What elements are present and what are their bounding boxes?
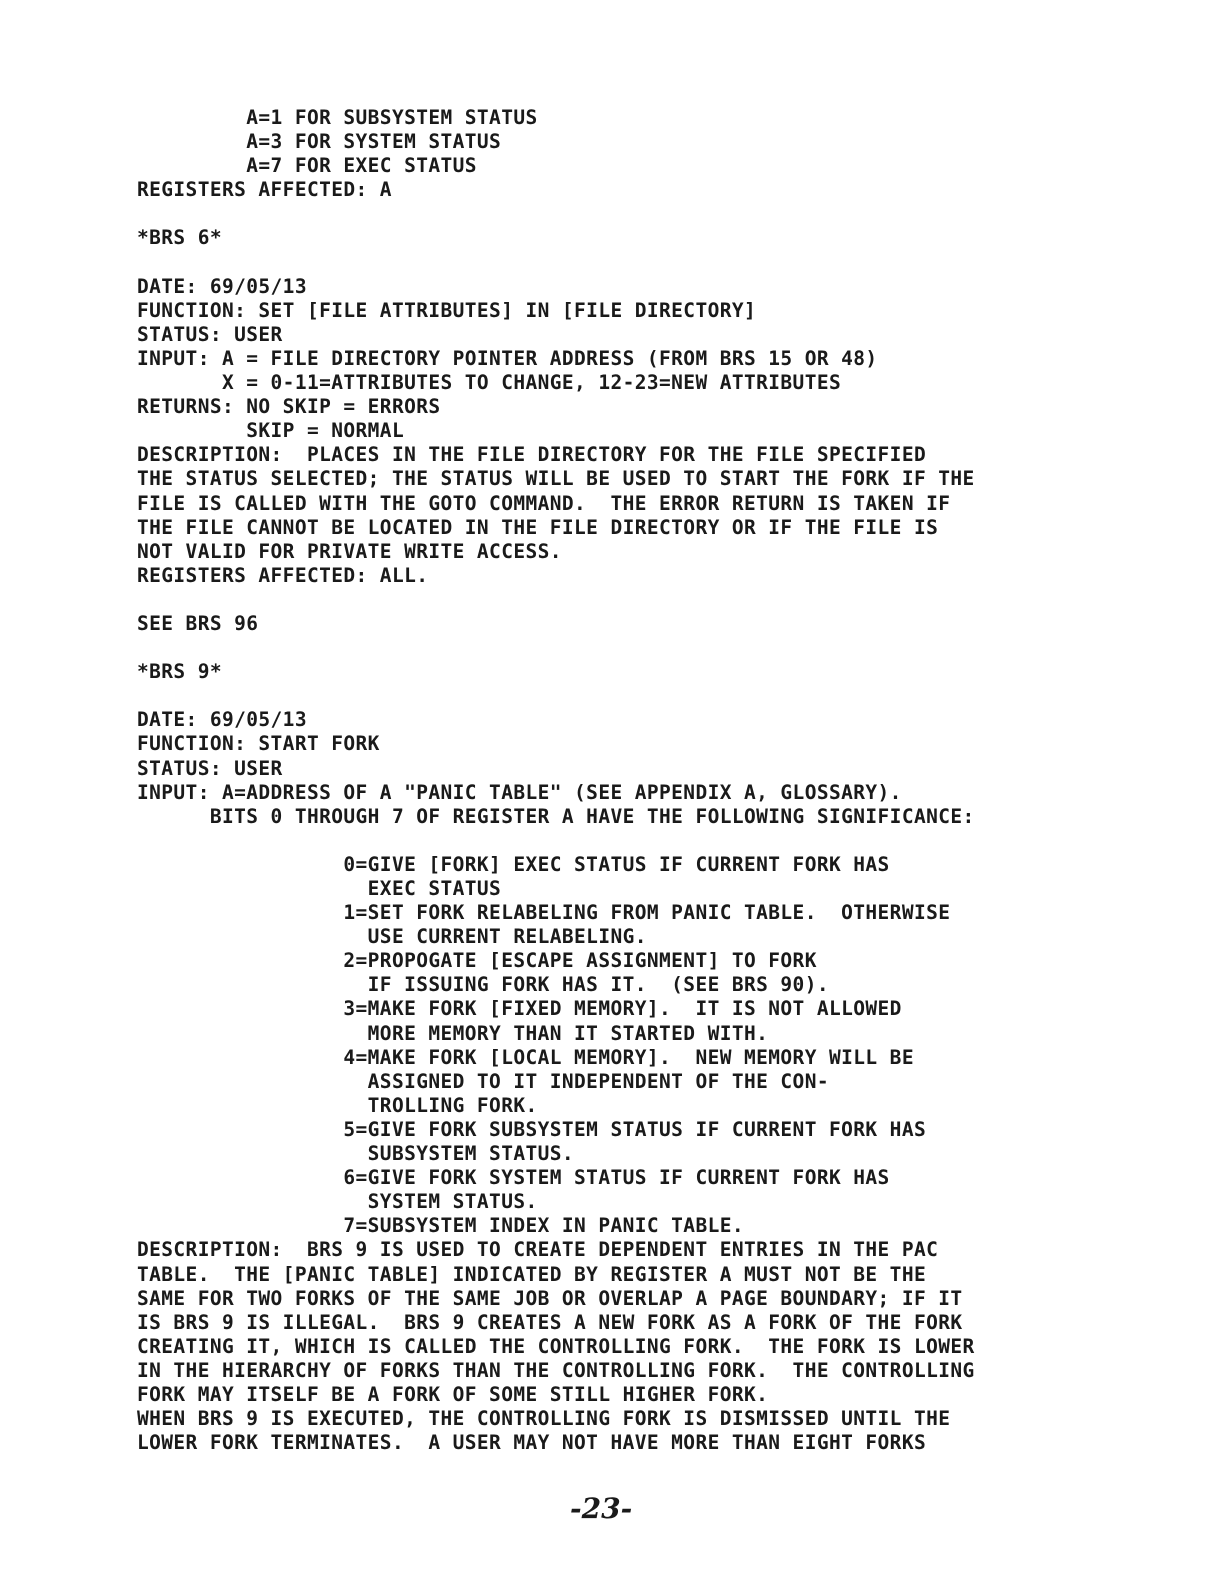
page-number: -23-: [570, 1492, 633, 1525]
text-line: X = 0-11=ATTRIBUTES TO CHANGE, 12-23=NEW ATTRIBUTES: [137, 371, 842, 395]
text-line: FUNCTION: SET [FILE ATTRIBUTES] IN [FILE DIRECTORY]: [137, 298, 757, 322]
text-line: FILE IS CALLED WITH THE GOTO COMMAND. THE ERROR RETURN IS TAKEN IF: [137, 491, 951, 515]
text-line: RETURNS: NO SKIP = ERRORS: [137, 395, 441, 419]
text-line: 4=MAKE FORK [LOCAL MEMORY]. NEW MEMORY WILL BE: [137, 1045, 914, 1069]
text-line: FUNCTION: START FORK: [137, 732, 380, 756]
text-line: A=3 FOR SYSTEM STATUS: [137, 130, 502, 154]
text-line: INPUT: A=ADDRESS OF A "PANIC TABLE" (SEE APPENDIX A, GLOSSARY).: [137, 780, 902, 804]
text-line: CREATING IT, WHICH IS CALLED THE CONTROLLING FORK. THE FORK IS LOWER: [137, 1334, 975, 1358]
text-line: IS BRS 9 IS ILLEGAL. BRS 9 CREATES A NEW FORK AS A FORK OF THE FORK: [137, 1310, 963, 1334]
text-line: ASSIGNED TO IT INDEPENDENT OF THE CON-: [137, 1069, 829, 1093]
text-line: [137, 588, 1207, 612]
text-line: A=7 FOR EXEC STATUS: [137, 154, 477, 178]
text-line: SYSTEM STATUS.: [137, 1190, 538, 1214]
text-line: REGISTERS AFFECTED: ALL.: [137, 563, 429, 587]
text-line: NOT VALID FOR PRIVATE WRITE ACCESS.: [137, 539, 562, 563]
text-line: MORE MEMORY THAN IT STARTED WITH.: [137, 1021, 769, 1045]
text-line: SEE BRS 96: [137, 611, 259, 635]
text-line: SUBSYSTEM STATUS.: [137, 1142, 575, 1166]
text-line: TABLE. THE [PANIC TABLE] INDICATED BY REGISTER A MUST NOT BE THE: [137, 1262, 927, 1286]
text-line: REGISTERS AFFECTED: A: [137, 178, 392, 202]
text-line: [137, 202, 1207, 226]
text-line: 5=GIVE FORK SUBSYSTEM STATUS IF CURRENT FORK HAS: [137, 1117, 927, 1141]
text-line: 3=MAKE FORK [FIXED MEMORY]. IT IS NOT ALLOWED: [137, 997, 902, 1021]
text-line: A=1 FOR SUBSYSTEM STATUS: [137, 106, 538, 129]
text-line: TROLLING FORK.: [137, 1093, 538, 1117]
text-line: 1=SET FORK RELABELING FROM PANIC TABLE. OTHERWISE: [137, 901, 951, 925]
text-line: BITS 0 THROUGH 7 OF REGISTER A HAVE THE FOLLOWING SIGNIFICANCE:: [137, 804, 975, 828]
text-line: DESCRIPTION: BRS 9 IS USED TO CREATE DEPENDENT ENTRIES IN THE PAC: [137, 1238, 939, 1262]
text-line: [137, 829, 1207, 853]
text-line: LOWER FORK TERMINATES. A USER MAY NOT HAVE MORE THAN EIGHT FORKS: [137, 1431, 927, 1455]
text-line: THE STATUS SELECTED; THE STATUS WILL BE USED TO START THE FORK IF THE: [137, 467, 975, 491]
text-line: 2=PROPOGATE [ESCAPE ASSIGNMENT] TO FORK: [137, 949, 817, 973]
text-line: [137, 684, 1207, 708]
text-line: EXEC STATUS: [137, 877, 502, 900]
text-line: SKIP = NORMAL: [137, 419, 405, 443]
text-line: 0=GIVE [FORK] EXEC STATUS IF CURRENT FORK HAS: [137, 852, 890, 876]
text-line: 6=GIVE FORK SYSTEM STATUS IF CURRENT FORK HAS: [137, 1166, 890, 1190]
text-line: DESCRIPTION: PLACES IN THE FILE DIRECTORY FOR THE FILE SPECIFIED: [137, 443, 927, 467]
text-line: SAME FOR TWO FORKS OF THE SAME JOB OR OVERLAP A PAGE BOUNDARY; IF IT: [137, 1286, 963, 1310]
text-line: *BRS 6*: [137, 226, 222, 250]
text-line: STATUS: USER: [137, 322, 283, 346]
text-line: STATUS: USER: [137, 756, 283, 780]
text-line: INPUT: A = FILE DIRECTORY POINTER ADDRESS (FROM BRS 15 OR 48): [137, 346, 878, 370]
document-text: [137, 106, 1207, 1455]
text-line: [137, 251, 1207, 275]
text-line: THE FILE CANNOT BE LOCATED IN THE FILE DIRECTORY OR IF THE FILE IS: [137, 515, 939, 539]
text-line: [137, 636, 1207, 660]
text-line: IF ISSUING FORK HAS IT. (SEE BRS 90).: [137, 973, 829, 997]
text-line: WHEN BRS 9 IS EXECUTED, THE CONTROLLING FORK IS DISMISSED UNTIL THE: [137, 1407, 951, 1431]
text-line: 7=SUBSYSTEM INDEX IN PANIC TABLE.: [137, 1214, 744, 1238]
text-line: FORK MAY ITSELF BE A FORK OF SOME STILL HIGHER FORK.: [137, 1382, 769, 1406]
text-line: USE CURRENT RELABELING.: [137, 925, 647, 949]
text-line: IN THE HIERARCHY OF FORKS THAN THE CONTROLLING FORK. THE CONTROLLING: [137, 1358, 975, 1382]
text-line: *BRS 9*: [137, 660, 222, 684]
text-line: DATE: 69/05/13: [137, 708, 307, 732]
text-line: DATE: 69/05/13: [137, 274, 307, 298]
